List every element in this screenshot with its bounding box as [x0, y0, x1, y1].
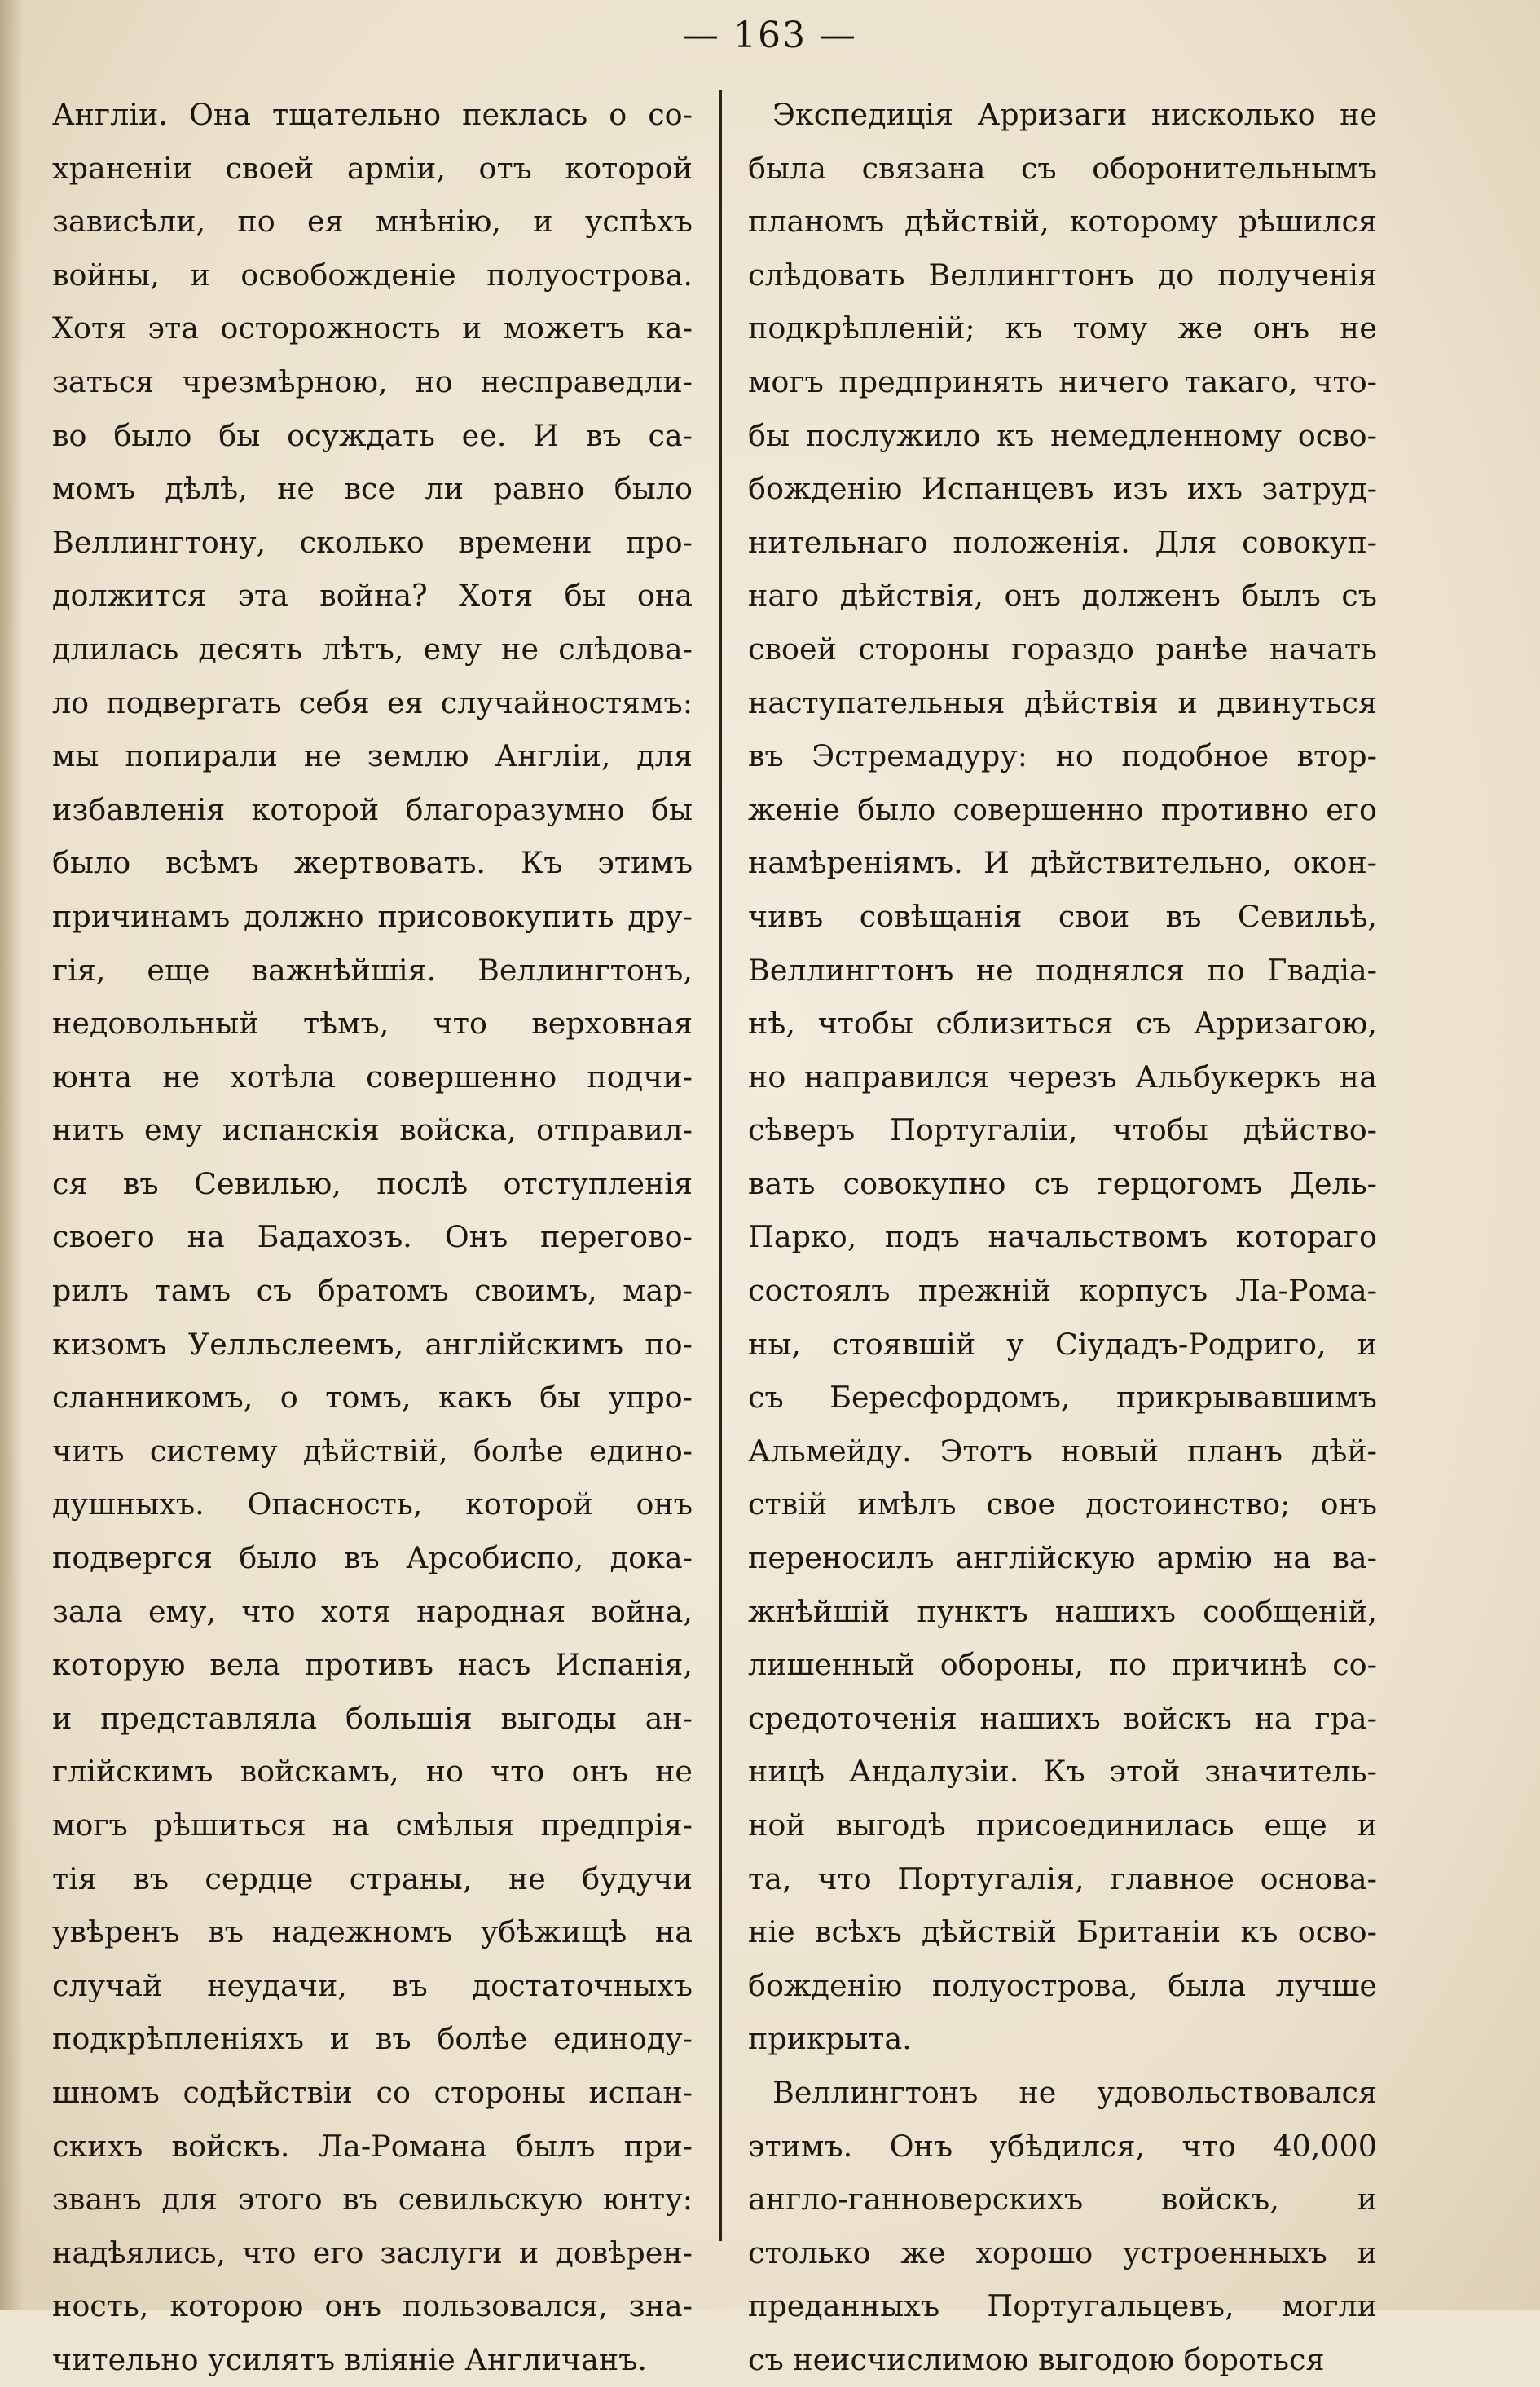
- text-line: надѣялись, что его заслуги и довѣрен-: [52, 2235, 693, 2270]
- text-line: Парко, подъ начальствомъ котораго: [748, 1219, 1377, 1255]
- text-line: средоточенія нашихъ войскъ на гра-: [748, 1700, 1377, 1736]
- text-line: преданныхъ Португальцевъ, могли: [748, 2288, 1377, 2324]
- text-line: лишенный обороны, по причинѣ со-: [748, 1647, 1377, 1683]
- text-line: Веллингтонъ не поднялся по Гвадіа-: [748, 952, 1377, 988]
- text-line: слѣдовать Веллингтонъ до полученія: [748, 257, 1377, 293]
- text-line: вать совокупно съ герцогомъ Дель-: [748, 1165, 1377, 1201]
- text-line: могъ предпринять ничего такаго, что-: [748, 363, 1377, 399]
- page-number: — 163 —: [683, 15, 857, 56]
- text-line: случай неудачи, въ достаточныхъ: [52, 1967, 693, 2003]
- spine-shadow: [0, 0, 23, 2310]
- text-line: божденію полуострова, была лучше: [748, 1967, 1377, 2003]
- text-line: душныхъ. Опасность, которой онъ: [52, 1486, 693, 1522]
- text-line: съ Бересфордомъ, прикрывавшимъ: [748, 1380, 1377, 1416]
- text-line: своей стороны гораздо ранѣе начать: [748, 631, 1377, 667]
- text-line: шномъ содѣйствіи со стороны испан-: [52, 2074, 693, 2110]
- text-line: Веллингтонъ не удовольствовался: [772, 2074, 1377, 2110]
- text-line: увѣренъ въ надежномъ убѣжищѣ на: [52, 1914, 693, 1950]
- text-line: божденію Испанцевъ изъ ихъ затруд-: [748, 471, 1377, 507]
- text-line: подкрѣпленіяхъ и въ болѣе единоду-: [52, 2021, 693, 2057]
- text-line: которую вела противъ насъ Испанія,: [52, 1647, 693, 1683]
- text-line: юнта не хотѣла совершенно подчи-: [52, 1059, 693, 1094]
- text-line: кизомъ Уелльслеемъ, англійскимъ по-: [52, 1326, 693, 1362]
- right-column: [748, 88, 1377, 2387]
- text-line: Альмейду. Этотъ новый планъ дѣй-: [748, 1433, 1377, 1469]
- text-line: наступательныя дѣйствія и двинуться: [748, 685, 1377, 720]
- text-line: тія въ сердце страны, не будучи: [52, 1861, 693, 1896]
- text-line: жнѣйшій пунктъ нашихъ сообщеній,: [748, 1593, 1377, 1629]
- text-line: столько же хорошо устроенныхъ и: [748, 2235, 1377, 2270]
- text-line: съ неисчислимою выгодою бороться: [748, 2341, 1325, 2377]
- text-line: своего на Бадахозъ. Онъ перегово-: [52, 1219, 693, 1255]
- text-line: избавленія которой благоразумно бы: [52, 791, 693, 827]
- text-line: глійскимъ войскамъ, но что онъ не: [52, 1754, 693, 1790]
- text-line: рилъ тамъ съ братомъ своимъ, мар-: [52, 1273, 693, 1309]
- text-line: Хотя эта осторожность и можетъ ка-: [52, 310, 693, 346]
- text-line: англо-ганноверскихъ войскъ, и: [748, 2182, 1377, 2217]
- text-line: но направился черезъ Альбукеркъ на: [748, 1059, 1377, 1094]
- text-line: храненіи своей арміи, отъ которой: [52, 150, 693, 186]
- text-line: нительнаго положенія. Для совокуп-: [748, 524, 1377, 560]
- text-line: ло подвергать себя ея случайностямъ:: [52, 685, 693, 720]
- text-line: Экспедиція Арризаги нисколько не: [772, 97, 1377, 132]
- text-line: скихъ войскъ. Ла-Романа былъ при-: [52, 2128, 693, 2164]
- text-line: во было бы осуждать ее. И въ са-: [52, 417, 693, 453]
- text-line: недовольный тѣмъ, что верховная: [52, 1006, 693, 1042]
- text-line: званъ для этого въ севильскую юнту:: [52, 2182, 693, 2217]
- text-line: должится эта война? Хотя бы она: [52, 578, 693, 614]
- text-line: и представляла большія выгоды ан-: [52, 1700, 693, 1736]
- text-line: мы попирали не землю Англіи, для: [52, 738, 693, 774]
- text-line: ны, стоявшій у Сіудадъ-Родриго, и: [748, 1326, 1377, 1362]
- text-line: ной выгодѣ присоединилась еще и: [748, 1808, 1377, 1843]
- text-line: нѣ, чтобы сблизиться съ Арризагою,: [748, 1006, 1377, 1042]
- text-line: подвергся было въ Арсобиспо, дока-: [52, 1540, 693, 1576]
- text-line: Англіи. Она тщательно пеклась о со-: [52, 97, 693, 132]
- column-divider: [719, 90, 722, 2241]
- text-line: причинамъ должно присовокупить дру-: [52, 898, 693, 934]
- text-line: ницѣ Андалузіи. Къ этой значитель-: [748, 1754, 1377, 1790]
- text-line: момъ дѣлѣ, не все ли равно было: [52, 471, 693, 507]
- text-line: въ Эстремадуру: но подобное втор-: [748, 738, 1377, 774]
- text-line: гія, еще важнѣйшія. Веллингтонъ,: [52, 952, 693, 988]
- text-line: заться чрезмѣрною, но несправедли-: [52, 363, 693, 399]
- text-line: прикрыта.: [748, 2021, 912, 2057]
- text-line: было всѣмъ жертвовать. Къ этимъ: [52, 845, 693, 881]
- text-line: та, что Португалія, главное основа-: [748, 1861, 1377, 1896]
- left-column: [52, 88, 693, 2387]
- text-line: ствій имѣлъ свое достоинство; онъ: [748, 1486, 1377, 1522]
- text-line: подкрѣпленій; къ тому же онъ не: [748, 310, 1377, 346]
- text-line: состоялъ прежній корпусъ Ла-Рома-: [748, 1273, 1377, 1309]
- text-line: Веллингтону, сколько времени про-: [52, 524, 693, 560]
- text-line: наго дѣйствія, онъ долженъ былъ съ: [748, 578, 1377, 614]
- text-line: бы послужило къ немедленному осво-: [748, 417, 1377, 453]
- text-line: сѣверъ Португаліи, чтобы дѣйство-: [748, 1112, 1377, 1148]
- text-line: этимъ. Онъ убѣдился, что 40,000: [748, 2128, 1377, 2164]
- text-line: войны, и освобожденіе полуострова.: [52, 257, 693, 293]
- text-line: ніе всѣхъ дѣйствій Британіи къ осво-: [748, 1914, 1377, 1950]
- text-line: зависѣли, по ея мнѣнію, и успѣхъ: [52, 204, 693, 240]
- text-line: ся въ Севилью, послѣ отступленія: [52, 1165, 693, 1201]
- text-line: женіе было совершенно противно его: [748, 791, 1377, 827]
- text-line: чивъ совѣщанія свои въ Севильѣ,: [748, 898, 1377, 934]
- text-line: планомъ дѣйствій, которому рѣшился: [748, 204, 1377, 240]
- text-line: ность, которою онъ пользовался, зна-: [52, 2288, 693, 2324]
- text-line: переносилъ англійскую армію на ва-: [748, 1540, 1377, 1576]
- text-line: намѣреніямъ. И дѣйствительно, окон-: [748, 845, 1377, 881]
- text-line: чить систему дѣйствій, болѣе едино-: [52, 1433, 693, 1469]
- text-line: была связана съ оборонительнымъ: [748, 150, 1377, 186]
- text-line: чительно усилятъ вліяніе Англичанъ.: [52, 2341, 647, 2377]
- text-line: сланникомъ, о томъ, какъ бы упро-: [52, 1380, 693, 1416]
- text-line: длилась десять лѣтъ, ему не слѣдова-: [52, 631, 693, 667]
- text-line: могъ рѣшиться на смѣлыя предпрія-: [52, 1808, 693, 1843]
- text-line: нить ему испанскія войска, отправил-: [52, 1112, 693, 1148]
- text-line: зала ему, что хотя народная война,: [52, 1593, 693, 1629]
